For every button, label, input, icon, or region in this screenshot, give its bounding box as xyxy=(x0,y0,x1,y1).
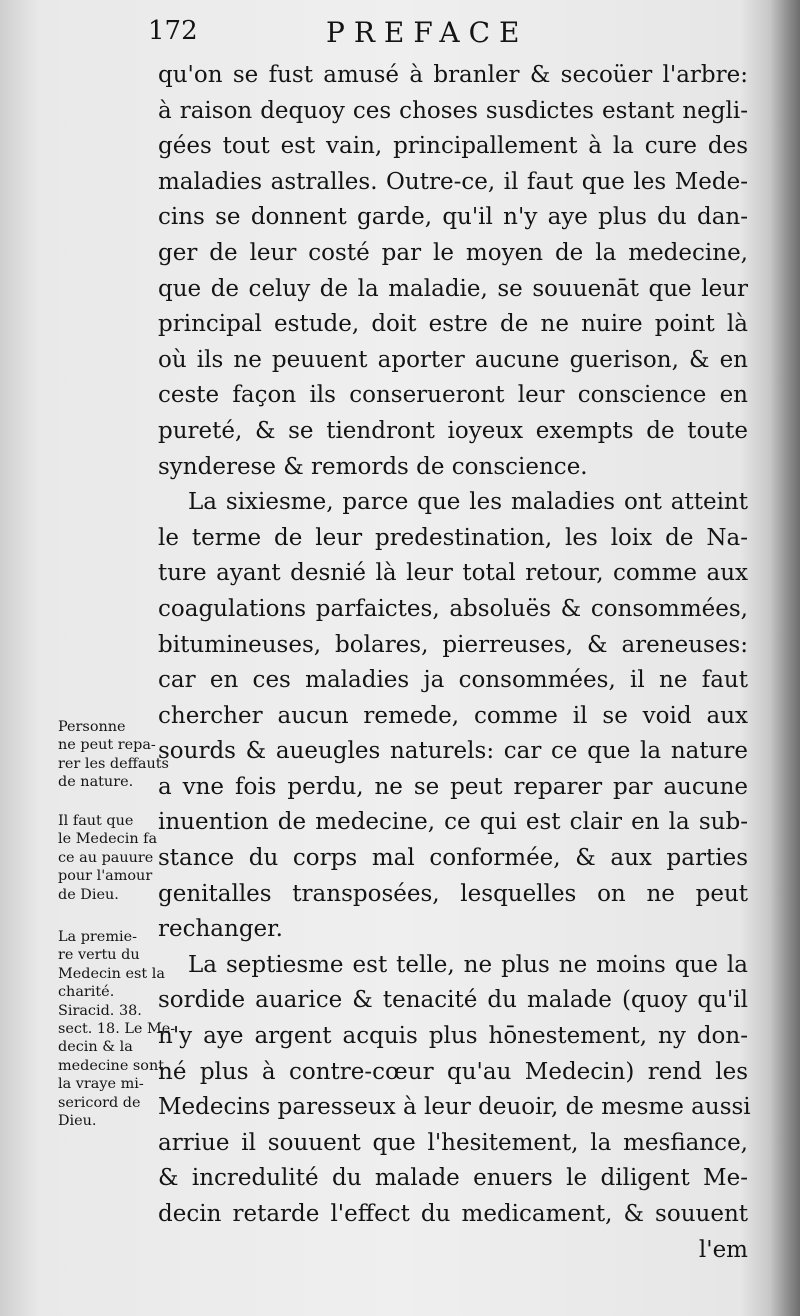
marginal-note-nature xyxy=(58,718,169,792)
text-line: pureté, & se tiendront ioyeux exempts de toute xyxy=(158,417,748,444)
note-line: le Medecin fa xyxy=(58,831,158,848)
text-line: gées tout est vain, principallement à la cure des xyxy=(158,133,748,160)
main-text-block xyxy=(158,58,751,1268)
note-line: Dieu. xyxy=(58,1112,97,1129)
note-line: la vraye mi- xyxy=(58,1076,144,1093)
text-line: le terme de leur predestination, les loix de Na- xyxy=(158,524,748,551)
text-line: rechanger. xyxy=(158,916,283,943)
text-line: où ils ne peuuent aporter aucune guerison, & en xyxy=(158,346,748,373)
text-line: a vne fois perdu, ne se peut reparer par aucune xyxy=(158,773,748,800)
text-line: cins se donnent garde, qu'il n'y aye plus du dan- xyxy=(158,204,748,231)
text-line: Medecins paresseux à leur deuoir, de mesme aussi xyxy=(158,1094,751,1121)
note-line: rer les deffauts xyxy=(58,755,169,772)
note-line: sericord de xyxy=(58,1094,141,1111)
catchword: l'em xyxy=(698,1236,748,1263)
text-line: synderese & remords de conscience. xyxy=(158,453,588,480)
marginal-note-charity xyxy=(58,928,176,1130)
text-line: qu'on se fust amusé à branler & secoüer l'arbre: xyxy=(158,62,748,88)
text-line: à raison dequoy ces choses susdictes estant negli- xyxy=(158,97,748,124)
text-line: car en ces maladies ja consommées, il ne faut xyxy=(158,667,748,694)
note-line: La premie- xyxy=(58,929,137,945)
text-line: inuention de medecine, ce qui est clair en la sub- xyxy=(158,809,748,836)
text-line: maladies astralles. Outre-ce, il faut que les Mede- xyxy=(158,168,748,195)
note-line: ne peut repa- xyxy=(58,737,156,754)
note-line: Personne xyxy=(58,719,126,735)
paragraph-start-line: La septiesme est telle, ne plus ne moins que la xyxy=(188,951,748,978)
text-line: decin retarde l'effect du medicament, & souuent xyxy=(158,1201,748,1227)
text-line: sourds & aueugles naturels: car ce que la nature xyxy=(158,738,748,765)
page-number: 172 xyxy=(148,16,198,46)
running-title: PREFACE xyxy=(326,16,529,49)
note-line: ce au pauure xyxy=(58,849,154,866)
note-line: Medecin est la xyxy=(58,965,165,982)
note-line: Siracid. 38. xyxy=(58,1002,142,1019)
note-line: decin & la xyxy=(58,1039,133,1056)
note-line: sect. 18. Le Me- xyxy=(58,1020,176,1037)
text-line: chercher aucun remede, comme il se void aux xyxy=(158,702,748,729)
marginal-note-poor xyxy=(58,812,158,904)
note-line: pour l'amour xyxy=(58,868,153,885)
text-line: ceste façon ils conserueront leur conscience en xyxy=(158,382,748,409)
text-line: & incredulité du malade enuers le diligent Me- xyxy=(158,1165,748,1192)
note-line: de Dieu. xyxy=(58,886,119,903)
text-line: bitumineuses, bolares, pierreuses, & areneuses: xyxy=(158,631,748,658)
note-line: medecine sont xyxy=(58,1057,165,1074)
page-header xyxy=(148,16,748,52)
text-line: ture ayant desnié là leur total retour, comme aux xyxy=(158,560,748,587)
note-line: de nature. xyxy=(58,774,134,791)
text-line: n'y aye argent acquis plus hōnestement, ny don- xyxy=(158,1023,748,1050)
text-line: ger de leur costé par le moyen de la medecine, xyxy=(158,239,748,266)
text-line: coagulations parfaictes, absoluës & consommées, xyxy=(158,595,748,622)
text-line: genitalles transposées, lesquelles on ne peut xyxy=(158,880,748,907)
paragraph-start-line: La sixiesme, parce que les maladies ont atteint xyxy=(188,489,748,516)
text-line: né plus à contre-cœur qu'au Medecin) rend les xyxy=(158,1058,748,1085)
text-line: sordide auarice & tenacité du malade (quoy qu'il xyxy=(158,987,748,1014)
text-line: principal estude, doit estre de ne nuire point là xyxy=(158,311,748,338)
note-line: charité. xyxy=(58,984,115,1001)
page-edge-shadow xyxy=(770,0,800,1316)
text-line: arriue il souuent que l'hesitement, la mesfiance, xyxy=(158,1129,748,1156)
text-line: stance du corps mal conformée, & aux parties xyxy=(158,845,748,872)
text-line: que de celuy de la maladie, se souuenāt que leur xyxy=(158,275,748,302)
note-line: re vertu du xyxy=(58,947,140,964)
note-line: Il faut que xyxy=(58,813,134,829)
